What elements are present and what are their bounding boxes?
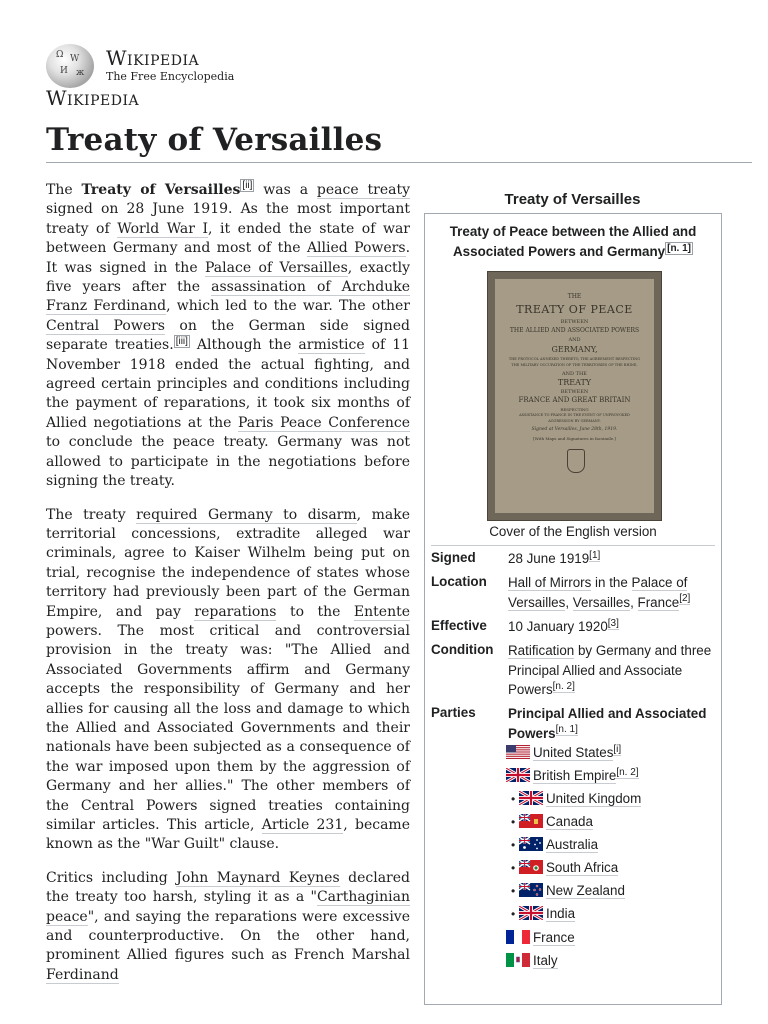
cover-line: AND bbox=[568, 337, 581, 343]
link-central-powers[interactable]: Central Powers bbox=[46, 317, 165, 334]
text: by Germany and three Principal Allied and Associate Powers bbox=[508, 643, 712, 697]
parties-heading-text: Principal Allied and Associated Powers bbox=[508, 706, 707, 741]
infobox-above-text: Treaty of Peace between the Allied and Associated Powers and Germany bbox=[449, 224, 697, 259]
effective-label: Effective bbox=[431, 618, 487, 633]
link-world-war-i[interactable]: World War I bbox=[117, 220, 209, 237]
link-france[interactable]: France bbox=[637, 594, 680, 610]
bold-title: Treaty of Versailles bbox=[81, 182, 241, 198]
citation-link[interactable]: [2] bbox=[679, 593, 691, 605]
party-india[interactable] bbox=[511, 906, 575, 926]
text: powers. The most critical and controversial provision in the treaty was: "The Allied and Associated Governments affirm and Germany accepts the responsibility of Germany and her allies for causing all the loss and damage to which the Allied and Associated Governments and their nationals have been subjected as a consequence of the war imposed upon them by the aggression of Germany and her allies." The other members of the Central Powers signed treaties containing similar articles. This article, bbox=[46, 622, 410, 833]
link-article-231[interactable]: Article 231 bbox=[261, 817, 344, 833]
australia-flag-icon bbox=[519, 837, 543, 851]
cover-line: AND THE bbox=[562, 371, 587, 377]
text: Critics including bbox=[46, 869, 177, 886]
party-british-empire[interactable] bbox=[506, 768, 639, 788]
link-carthaginian-peace[interactable]: Carthaginian peace bbox=[46, 889, 410, 925]
party-name[interactable]: Italy bbox=[533, 953, 558, 968]
text: Although the bbox=[189, 337, 299, 354]
paragraph-3 bbox=[46, 869, 410, 985]
wikipedia-wordmark-secondary[interactable]: Wikipedia bbox=[46, 86, 140, 110]
party-name[interactable]: Australia bbox=[546, 837, 599, 852]
link-keynes[interactable]: John Maynard Keynes bbox=[176, 869, 340, 886]
party-name[interactable]: Canada bbox=[546, 814, 593, 829]
citation-link[interactable]: [iii] bbox=[175, 335, 188, 347]
cover-line: Signed at Versailles, June 28th, 1919. bbox=[531, 427, 618, 432]
cover-line: RESPECTING bbox=[560, 407, 589, 412]
text: The bbox=[46, 182, 82, 198]
title-divider bbox=[46, 162, 752, 163]
text: to the bbox=[276, 603, 354, 620]
location-value bbox=[508, 573, 718, 612]
paragraph-1 bbox=[46, 181, 410, 492]
text: to conclude the peace treaty. Germany was not allowed to participate in the negotiations before signing the treaty. bbox=[46, 434, 410, 490]
effective-date: 10 January 1920 bbox=[508, 619, 608, 634]
cover-line: BETWEEN bbox=[560, 319, 589, 325]
link-ratification[interactable]: Ratification bbox=[508, 643, 575, 658]
party-name[interactable]: United Kingdom bbox=[546, 791, 642, 806]
party-name[interactable]: India bbox=[546, 906, 576, 921]
bullet-icon: • bbox=[511, 792, 516, 806]
link-hall-of-mirrors[interactable]: Hall of Mirrors bbox=[508, 575, 592, 590]
infobox-divider bbox=[431, 545, 715, 546]
link-disarm[interactable]: required Germany to disarm bbox=[136, 506, 357, 523]
article-body bbox=[46, 181, 410, 999]
party-name[interactable]: United States bbox=[533, 745, 614, 760]
party-united-kingdom[interactable] bbox=[511, 791, 641, 811]
party-france[interactable] bbox=[506, 929, 575, 949]
note-link[interactable]: [n. 1] bbox=[555, 724, 578, 736]
text: , bbox=[565, 594, 573, 610]
note-link[interactable]: [n. 2] bbox=[552, 680, 575, 692]
cover-line: THE PROTOCOL ANNEXED THERETO, THE AGREEMENT RESPECTING bbox=[508, 357, 641, 361]
note-link[interactable]: [n. 2] bbox=[616, 766, 639, 778]
link-armistice[interactable]: armistice bbox=[298, 337, 365, 354]
citation-link[interactable]: [1] bbox=[589, 549, 601, 561]
party-new-zealand[interactable] bbox=[511, 883, 625, 903]
italy-flag-icon bbox=[506, 952, 530, 968]
effective-value bbox=[508, 617, 718, 637]
bullet-icon: • bbox=[511, 838, 516, 852]
infobox bbox=[424, 213, 722, 1005]
party-south-africa[interactable] bbox=[511, 860, 618, 880]
cover-line: TREATY OF PEACE bbox=[516, 303, 633, 316]
text: in the bbox=[591, 575, 632, 590]
france-flag-icon bbox=[506, 929, 530, 945]
text: . It was signed in the bbox=[46, 240, 411, 276]
link-peace-treaty[interactable]: peace treaty bbox=[316, 182, 411, 198]
signed-label: Signed bbox=[431, 550, 476, 565]
india-ensign-icon bbox=[519, 906, 543, 920]
cover-line: FRANCE AND GREAT BRITAIN bbox=[518, 396, 631, 404]
party-canada[interactable] bbox=[511, 814, 593, 834]
link-allied-powers[interactable]: Allied Powers bbox=[306, 240, 406, 257]
cover-page bbox=[495, 279, 654, 513]
citation-link[interactable]: [3] bbox=[607, 617, 619, 629]
canada-red-ensign-icon bbox=[519, 814, 543, 828]
link-versailles[interactable]: Versailles bbox=[572, 594, 631, 610]
parties-label: Parties bbox=[431, 705, 476, 720]
citation-link[interactable]: [ii] bbox=[242, 180, 253, 192]
condition-value bbox=[508, 641, 718, 700]
uk-flag-icon bbox=[519, 791, 543, 805]
treaty-cover-image[interactable] bbox=[487, 271, 662, 521]
page-title: Treaty of Versailles bbox=[46, 122, 383, 158]
text: , it ended the state of war between Germany and most of the bbox=[46, 220, 410, 257]
wikipedia-wordmark: Wikipedia bbox=[106, 46, 200, 70]
text: signed on 28 June 1919. As the most important treaty of bbox=[46, 201, 410, 237]
image-caption: Cover of the English version bbox=[489, 524, 657, 539]
signed-date: 28 June 1919 bbox=[508, 551, 590, 566]
cover-line: AGGRESSION BY GERMANY. bbox=[548, 419, 601, 423]
bullet-icon: • bbox=[511, 884, 516, 898]
text: declared the treaty too harsh, styling it as a " bbox=[46, 869, 410, 906]
text: , bbox=[630, 594, 638, 610]
bullet-icon: • bbox=[511, 907, 516, 921]
text: , make territorial concessions, extradite alleged war criminals, agree to Kaiser Wilhelm being put on trial, recognise the independence of states whose territory had previously been part of the German Empire, and pay bbox=[46, 506, 410, 620]
text: was a bbox=[254, 182, 317, 198]
cover-line: TREATY bbox=[557, 378, 592, 387]
cover-line: THE ALLIED AND ASSOCIATED POWERS bbox=[509, 327, 640, 334]
wikipedia-globe-icon: Ω W И ж bbox=[46, 44, 94, 88]
text: of 11 November 1918 ended the actual fighting, and agreed certain principles and conditions including the payment of reparations, it took six months of Allied negotiations at the bbox=[46, 337, 411, 431]
note-link[interactable]: [i] bbox=[613, 743, 622, 755]
infobox-above bbox=[425, 222, 721, 262]
party-name[interactable]: British Empire bbox=[533, 768, 617, 783]
cover-line: BETWEEN bbox=[560, 389, 589, 395]
cover-line: GERMANY, bbox=[551, 345, 598, 354]
condition-label: Condition bbox=[431, 642, 494, 657]
party-australia[interactable] bbox=[511, 837, 598, 857]
party-italy[interactable] bbox=[506, 952, 558, 972]
link-palace-of-versailles[interactable]: Palace of Versailles bbox=[205, 259, 348, 276]
location-label: Location bbox=[431, 574, 487, 589]
link-reparations[interactable]: reparations bbox=[194, 603, 277, 620]
bullet-icon: • bbox=[511, 861, 516, 875]
party-name[interactable]: New Zealand bbox=[546, 883, 625, 898]
party-united-states[interactable] bbox=[506, 745, 621, 765]
cover-line: [With Maps and Signatures in facsimile.] bbox=[533, 436, 616, 441]
link-palace-of-versailles[interactable]: Palace of Versailles bbox=[508, 575, 688, 610]
uk-flag-icon bbox=[506, 768, 530, 782]
text: ", and saying the reparations were excessive and counterproductive. On the other hand, prominent Allied figures such as French Marshal bbox=[46, 908, 410, 964]
new-zealand-flag-icon bbox=[519, 883, 543, 897]
paragraph-2 bbox=[46, 506, 410, 855]
bullet-icon: • bbox=[511, 815, 516, 829]
text: , which led to the war. The other bbox=[166, 298, 410, 315]
parties-heading bbox=[508, 704, 718, 743]
party-name[interactable]: France bbox=[533, 930, 575, 945]
us-flag-icon bbox=[506, 745, 530, 759]
wikipedia-tagline: The Free Encyclopedia bbox=[106, 70, 235, 83]
royal-crest-icon bbox=[567, 449, 585, 473]
text: , became known as the "War Guilt" clause. bbox=[46, 817, 410, 853]
cover-line: THE bbox=[567, 293, 582, 300]
link-entente[interactable]: Entente bbox=[353, 603, 410, 620]
text: , exactly five years after the bbox=[46, 259, 411, 296]
text: on the German side signed separate treaties. bbox=[46, 317, 410, 354]
note-link[interactable]: [n. 1] bbox=[667, 242, 691, 254]
cover-line: ASSISTANCE TO FRANCE IN THE EVENT OF UNPROVOKED bbox=[519, 413, 630, 417]
south-africa-ensign-icon bbox=[519, 860, 543, 874]
infobox-caption: Treaty of Versailles bbox=[504, 191, 641, 208]
link-assassination[interactable]: assassination of Archduke Franz Ferdinand bbox=[46, 279, 410, 315]
cover-line: THE MILITARY OCCUPATION OF THE TERRITORIES OF THE RHINE, bbox=[511, 363, 638, 367]
party-name[interactable]: South Africa bbox=[546, 860, 619, 875]
text: The treaty bbox=[46, 506, 137, 523]
link-ferdinand-foch[interactable]: Ferdinand bbox=[46, 966, 119, 983]
signed-value bbox=[508, 549, 718, 569]
link-paris-peace-conference[interactable]: Paris Peace Conference bbox=[238, 414, 410, 431]
